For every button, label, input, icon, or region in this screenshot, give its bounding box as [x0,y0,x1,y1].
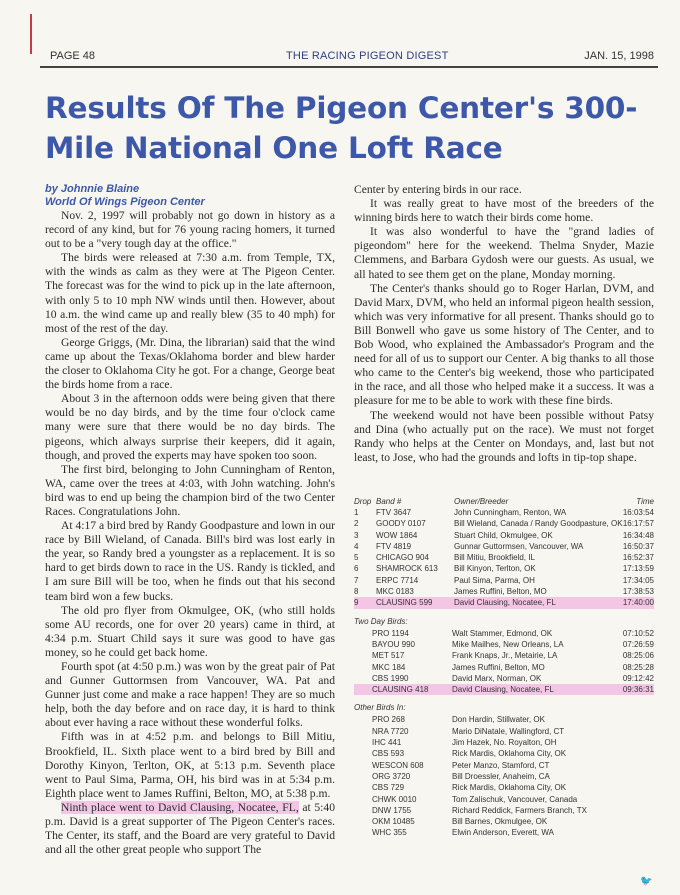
owner-name: Richard Reddick, Farmers Branch, TX [452,805,588,815]
table-row [354,518,654,529]
band-number: CBS 1990 [372,673,409,683]
paragraph: About 3 in the afternoon odds were being given that there would be no day birds, and by the time four o'clock came many were sure that there would be no day birds. The pigeons, which always surprise their keepers, did it again, though, and proved the experts may have spoken too soon. [45,392,335,462]
paragraph: At 4:17 a bird bred by Randy Goodpasture and lown in our race by Bill Wieland, of Canada. Bill's bird was lost early in the year, so Randy bred a youngster as a replacement. It is so hard to get birds down to race in the US. Randy is tickled, and I am sure Bill will be too, when he finds out that his second team bird won a few bucks. [45,519,336,603]
table-row [354,827,654,838]
table-row [354,530,654,541]
drop-number: 3 [354,530,359,540]
band-number: CHICAGO 904 [376,553,429,563]
table-row [354,575,654,586]
owner-name: Frank Knaps, Jr., Metairie, LA [452,651,558,661]
owner-name: Walt Stammer, Edmond, OK [452,628,553,638]
header-rule [40,66,658,68]
owner-name: Gunnar Guttormsen, Vancouver, WA [454,541,584,551]
band-number: CHWK 0010 [372,794,417,804]
band-number: CLAUSING 418 [372,685,429,695]
byline-author: by Johnnie Blaine [45,183,140,195]
owner-name: Paul Sima, Parma, OH [454,575,535,585]
owner-name: Bill Droessler, Anaheim, CA [452,771,550,781]
owner-name: Bill Mitiu, Brookfield, IL [454,553,535,563]
results-header [354,496,654,507]
band-number: ORG 3720 [372,771,411,781]
band-number: PRO 268 [372,715,405,725]
table-row [354,639,654,650]
arrival-time: 17:38:53 [622,587,654,597]
two-day-label: Two Day Birds: [354,616,408,626]
owner-name: Stuart Child, Okmulgee, OK [454,530,553,540]
arrival-time: 09:36:31 [622,685,654,695]
paragraph: It was also wonderful to have the "grand ladies of pigeondom" here for the weekend. Thelma Snyder, Mazie Clemmens, and Barbara Gydosh were our guests. As usual, we all hated to see them get on the plane, Monday morning. [354,225,654,281]
owner-name: David Clausing, Nocatee, FL [454,598,556,608]
arrival-time: 17:13:59 [622,564,654,574]
table-row [354,771,654,782]
other-label: Other Birds In: [354,703,406,713]
owner-name: Bill Kinyon, Terlton, OK [454,564,536,574]
drop-number: 9 [354,598,359,608]
table-row [354,507,654,518]
arrival-time: 07:26:59 [622,639,654,649]
band-number: NRA 7720 [372,726,409,736]
left-column [45,183,335,857]
band-number: CLAUSING 599 [376,598,433,608]
table-row [354,782,654,793]
band-number: SHAMROCK 613 [376,564,438,574]
table-row [354,684,654,695]
col-drop: Drop [354,497,372,506]
band-number: WOW 1864 [376,530,418,540]
table-row [354,597,654,608]
band-number: CBS 729 [372,783,405,793]
owner-name: Rick Mardis, Oklahoma City, OK [452,749,567,759]
band-number: ERPC 7714 [376,575,419,585]
drop-rows [354,507,654,609]
band-number: MET 517 [372,651,405,661]
paragraph-ninth-place [45,801,335,857]
paragraph: The weekend would not have been possible without Patsy and Dina (who actually put on the race). We must not forget Randy who helps at the Center on Mondays, and, last but not least, to Jose, who had the grounds and lofts in tip-top shape. [354,408,654,464]
table-row [354,714,654,725]
paragraph: The old pro flyer from Okmulgee, OK, (who still holds some AU records, one for over 20 years) came in third, at 4:34 p.m. Stuart Child says it sure was good to have gas money, so he could get back home. [45,603,335,659]
band-number: MKC 184 [372,662,406,672]
owner-name: Jim Hazek, No. Royalton, OH [452,738,557,748]
band-number: WESCON 608 [372,760,424,770]
article-title: Results Of The Pigeon Center's 300-Mile National One Loft Race [45,91,638,165]
band-number: FTV 4819 [376,541,412,551]
drop-number: 1 [354,508,359,517]
table-row [354,586,654,597]
paragraph: The birds were released at 7:30 a.m. from Temple, TX, with the winds as calm as they were at The Pigeon Center. The forecast was for the wind to pick up in the late afternoon, with only 5 to 10 mph NW winds until then. However, about 10 a.m. the wind came up and really blew (35 to 40 mph) for most of the rest of the day. [45,251,335,335]
band-number: GOODY 0107 [376,519,426,529]
band-number: BAYOU 990 [372,639,415,649]
right-paragraphs [354,183,654,465]
arrival-time: 16:50:37 [622,541,654,551]
table-row [354,737,654,748]
table-row [354,673,654,684]
drop-number: 7 [354,575,359,585]
arrival-time: 08:25:28 [622,662,654,672]
drop-number: 2 [354,519,359,529]
arrival-time: 09:12:42 [622,673,654,683]
band-number: OKM 10485 [372,817,415,827]
table-row [354,805,654,816]
owner-name: Mario DiNatale, Wallingford, CT [452,726,565,736]
band-number: MKC 0183 [376,587,414,597]
owner-name: Peter Manzo, Stamford, CT [452,760,550,770]
paragraph: Fifth was in at 4:52 p.m. and belongs to Bill Mitiu, Brookfield, IL. Sixth place went to a bird bred by Bill and Dorothy Kinyon, Terlton, OK, at 5:13 p.m. Seventh place went to Paul Sima, Parma, OH, his bird was in at 5:34 p.m. Eighth place went to James Ruffini, Belton, MO, at 5:38 p.m. [45,730,335,800]
owner-name: David Clausing, Nocatee, FL [452,685,554,695]
arrival-time: 16:03:54 [622,508,654,517]
owner-name: John Cunningham, Renton, WA [454,508,567,517]
left-paragraphs [45,209,335,801]
band-number: DNW 1755 [372,805,412,815]
drop-number: 6 [354,564,359,574]
paragraph: It was really great to have most of the breeders of the winning birds here to watch their birds come home. [354,197,654,225]
results-table [354,496,654,839]
table-row [354,726,654,737]
col-owner: Owner/Breeder [454,497,509,506]
owner-name: Mike Mailhes, New Orleans, LA [452,639,564,649]
owner-name: David Marx, Norman, OK [452,673,542,683]
table-row [354,662,654,673]
arrival-time: 17:40:00 [622,598,654,608]
owner-name: Elwin Anderson, Everett, WA [452,828,554,838]
table-row [354,541,654,552]
owner-name: Don Hardin, Stillwater, OK [452,715,545,725]
highlighted-text: Ninth place went to David Clausing, Nocatee, FL, [61,800,299,814]
band-number: WHC 355 [372,828,407,838]
drop-number: 8 [354,587,359,597]
paragraph: Fourth spot (at 4:50 p.m.) was won by the great pair of Pat and Gunner Guttormsen from Vancouver, WA. Pat and Gunner just come and make a race happen! They are so much help, both the day before and on race day, it is hard to think about ever having a race without these wonderful folks. [45,660,335,730]
owner-name: James Ruffini, Belton, MO [454,587,547,597]
page-number: PAGE 48 [50,50,96,62]
arrival-time: 07:10:52 [622,628,654,638]
drop-number: 4 [354,541,359,551]
table-row [354,816,654,827]
owner-name: Bill Wieland, Canada / Randy Goodpasture, OK [454,519,623,529]
band-number: IHC 441 [372,738,402,748]
paragraph: Nov. 2, 1997 will probably not go down in history as a record of any kind, but for 76 young racing homers, it turned out to be a "very tough day at the office." [45,209,335,251]
issue-date: JAN. 15, 1998 [584,50,654,62]
table-row [354,748,654,759]
band-number: PRO 1194 [372,628,409,638]
paragraph: George Griggs, (Mr. Dina, the librarian) said that the wind came up about the Texas/Oklahoma border and blew harder the closer to Oklahoma City he got. For a change, George beat the birds home from a race. [45,335,335,392]
band-number: CBS 593 [372,749,405,759]
table-row [354,552,654,563]
col-band: Band # [376,497,402,506]
pigeon-icon: 🐦 [640,876,653,887]
table-row [354,628,654,639]
paragraph: Center by entering birds in our race. [354,183,522,196]
arrival-time: 16:34:48 [622,530,654,540]
red-pen-mark [30,14,32,54]
arrival-time: 16:52:37 [622,553,654,563]
publication-name: THE RACING PIGEON DIGEST [286,50,449,62]
byline-org: World Of Wings Pigeon Center [45,196,205,208]
arrival-time: 08:25:06 [622,651,654,661]
arrival-time: 16:17:57 [622,519,654,529]
band-number: FTV 3647 [376,508,412,517]
owner-name: Bill Barnes, Okmulgee, OK [452,817,548,827]
other-rows [354,714,654,838]
table-row [354,794,654,805]
right-column [354,183,654,465]
page-header [40,50,658,66]
paragraph: The first bird, belonging to John Cunningham of Renton, WA, came over the trees at 4:03, with John watching. John's bird was to end up being the champion bird of the two Center Races. Congratulations John. [45,462,335,518]
paragraph: The Center's thanks should go to Roger Harlan, DVM, and David Marx, DVM, who held an informal pigeon health session, which was very informative for all present. Thanks should go to Bill Bonwell who gave us some history of The Center, and to Bob Wood, who explained the Ambassador's Program and the need for all of us to support our Center. A big thanks to all those who came to the Center's big weekend, those who participated in the race, and all those who helped make it a success. It was a pleasure for me to be able to work with these fine birds. [354,281,654,408]
table-row [354,563,654,574]
two-day-rows [354,628,654,696]
owner-name: James Ruffini, Belton, MO [452,662,545,672]
owner-name: Tom Zalischuk, Vancouver, Canada [452,794,578,804]
arrival-time: 17:34:05 [622,575,654,585]
col-time: Time [636,497,654,506]
drop-number: 5 [354,553,359,563]
paragraph-text: at 5:40 p.m. David is a great supporter of The Pigeon Center's races. The Center, its staff, and the Board are very grateful to David and all the other great people who support The [45,800,335,857]
table-row [354,760,654,771]
table-row [354,650,654,661]
owner-name: Rick Mardis, Oklahoma City, OK [452,783,567,793]
